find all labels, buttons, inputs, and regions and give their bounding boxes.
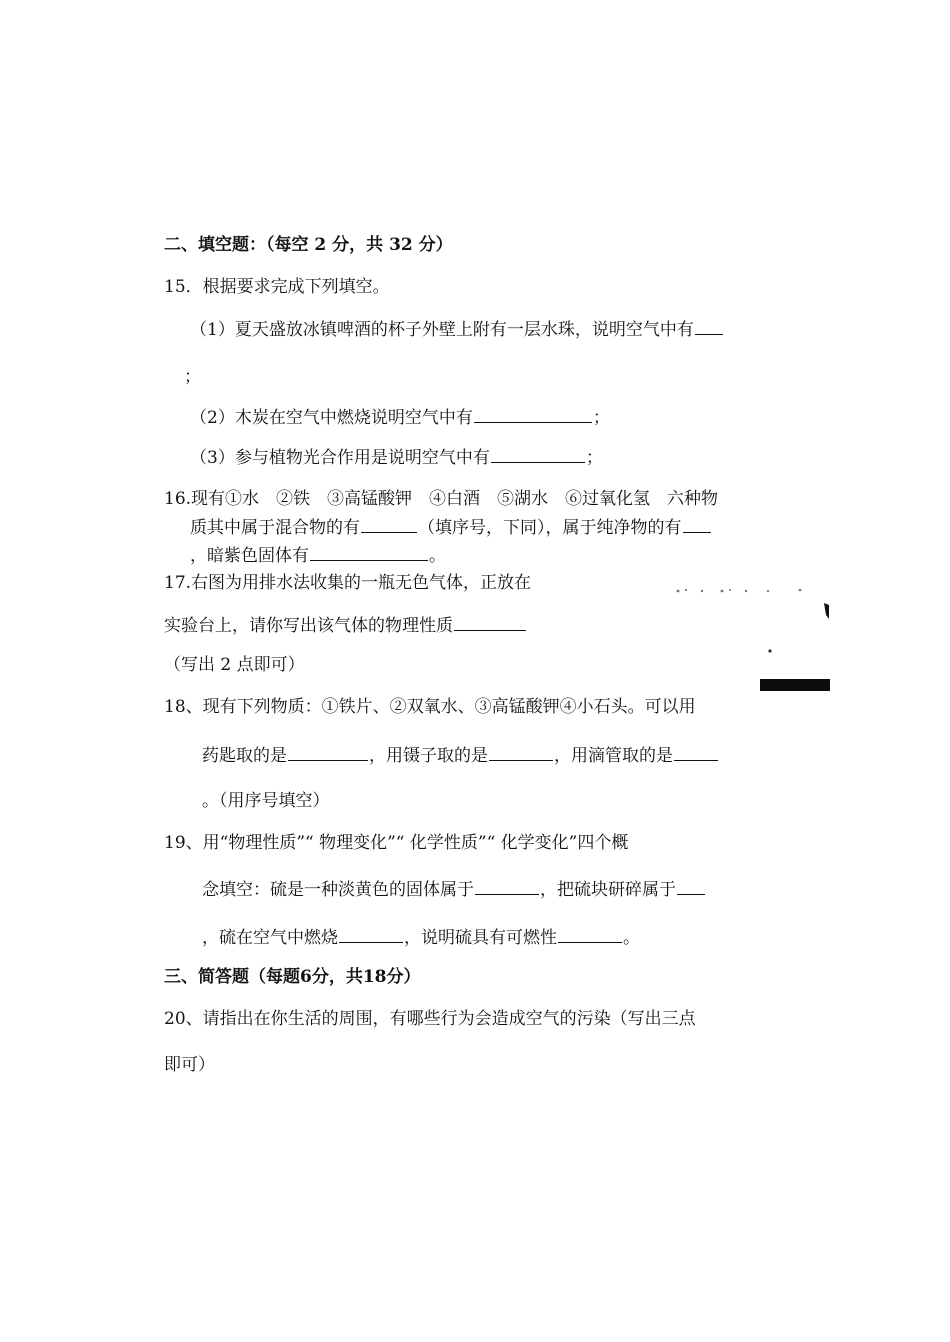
question-17-line-1: 17.右图为用排水法收集的一瓶无色气体，正放在 bbox=[164, 573, 532, 593]
question-17-text: 实验台上，请你写出该气体的物理性质 bbox=[164, 616, 453, 636]
question-15-part-2-text: （2）木炭在空气中燃烧说明空气中有 bbox=[190, 408, 473, 428]
question-19-text: 。 bbox=[623, 928, 640, 948]
answer-blank[interactable] bbox=[683, 516, 711, 533]
question-16-text: （填序号，下同），属于纯净物的有 bbox=[418, 518, 682, 538]
question-15-part-3 bbox=[190, 446, 603, 469]
question-20-line-2: 即可） bbox=[164, 1055, 215, 1075]
answer-blank[interactable] bbox=[361, 516, 417, 533]
answer-blank[interactable] bbox=[491, 446, 585, 463]
question-19-text: ，硫在空气中燃烧 bbox=[202, 928, 338, 948]
question-15-part-3-end: ； bbox=[585, 448, 603, 468]
question-18-text: ，用滴管取的是 bbox=[554, 746, 673, 766]
gas-bottle-figure bbox=[660, 575, 830, 695]
question-17-line-3: （写出 2 点即可） bbox=[164, 655, 305, 675]
question-16-line-2 bbox=[190, 516, 712, 539]
answer-blank[interactable] bbox=[475, 878, 539, 895]
question-20-line-1: 20、请指出在你生活的周围，有哪些行为会造成空气的污染（写出三点 bbox=[164, 1009, 696, 1029]
answer-blank[interactable] bbox=[558, 926, 622, 943]
section-title-fill-blank: 二、填空题：（每空 2 分，共 32 分） bbox=[164, 235, 453, 255]
question-16-text: 。 bbox=[429, 546, 446, 566]
question-18-line-1: 18、现有下列物质：①铁片、②双氧水、③高锰酸钾④小石头。可以用 bbox=[164, 697, 696, 717]
question-16-text: ，暗紫色固体有 bbox=[190, 546, 309, 566]
section-title-short-answer: 三、简答题（每题6分，共18分） bbox=[164, 967, 421, 987]
question-15-part-1-text: （1）夏天盛放冰镇啤酒的杯子外壁上附有一层水珠，说明空气中有 bbox=[190, 320, 694, 340]
answer-blank[interactable] bbox=[677, 878, 705, 895]
question-19-line-1: 19、用“物理性质”“ 物理变化”“ 化学性质”“ 化学变化”四个概 bbox=[164, 833, 629, 853]
question-18-line-2 bbox=[202, 744, 719, 767]
question-18-text: ，用镊子取的是 bbox=[369, 746, 488, 766]
answer-blank[interactable] bbox=[489, 744, 553, 761]
answer-blank[interactable] bbox=[474, 406, 592, 423]
question-15-part-3-text: （3）参与植物光合作用是说明空气中有 bbox=[190, 448, 490, 468]
answer-blank[interactable] bbox=[310, 544, 428, 561]
answer-blank[interactable] bbox=[674, 744, 718, 761]
question-15-part-2 bbox=[190, 406, 610, 429]
question-16-line-3 bbox=[190, 544, 446, 567]
question-15-stem: 15．根据要求完成下列填空。 bbox=[164, 277, 390, 297]
question-18-text: 药匙取的是 bbox=[202, 746, 287, 766]
answer-blank[interactable] bbox=[454, 614, 526, 631]
answer-blank[interactable] bbox=[288, 744, 368, 761]
question-18-line-3: 。（用序号填空） bbox=[202, 791, 330, 811]
question-19-text: ，说明硫具有可燃性 bbox=[404, 928, 557, 948]
question-15-part-2-end: ； bbox=[592, 408, 610, 428]
question-15-part-1-end: ； bbox=[184, 367, 201, 387]
question-19-line-3 bbox=[202, 926, 640, 949]
question-17-line-2 bbox=[164, 614, 527, 637]
question-15-part-1 bbox=[190, 318, 724, 341]
question-16-text: 质其中属于混合物的有 bbox=[190, 518, 360, 538]
question-19-text: 念填空：硫是一种淡黄色的固体属于 bbox=[202, 880, 474, 900]
answer-blank[interactable] bbox=[339, 926, 403, 943]
question-19-text: ，把硫块研碎属于 bbox=[540, 880, 676, 900]
question-19-line-2 bbox=[202, 878, 706, 901]
question-16-line-1: 16.现有①水 ②铁 ③高锰酸钾 ④白酒 ⑤湖水 ⑥过氧化氢 六种物 bbox=[164, 489, 719, 509]
answer-blank[interactable] bbox=[695, 318, 723, 335]
